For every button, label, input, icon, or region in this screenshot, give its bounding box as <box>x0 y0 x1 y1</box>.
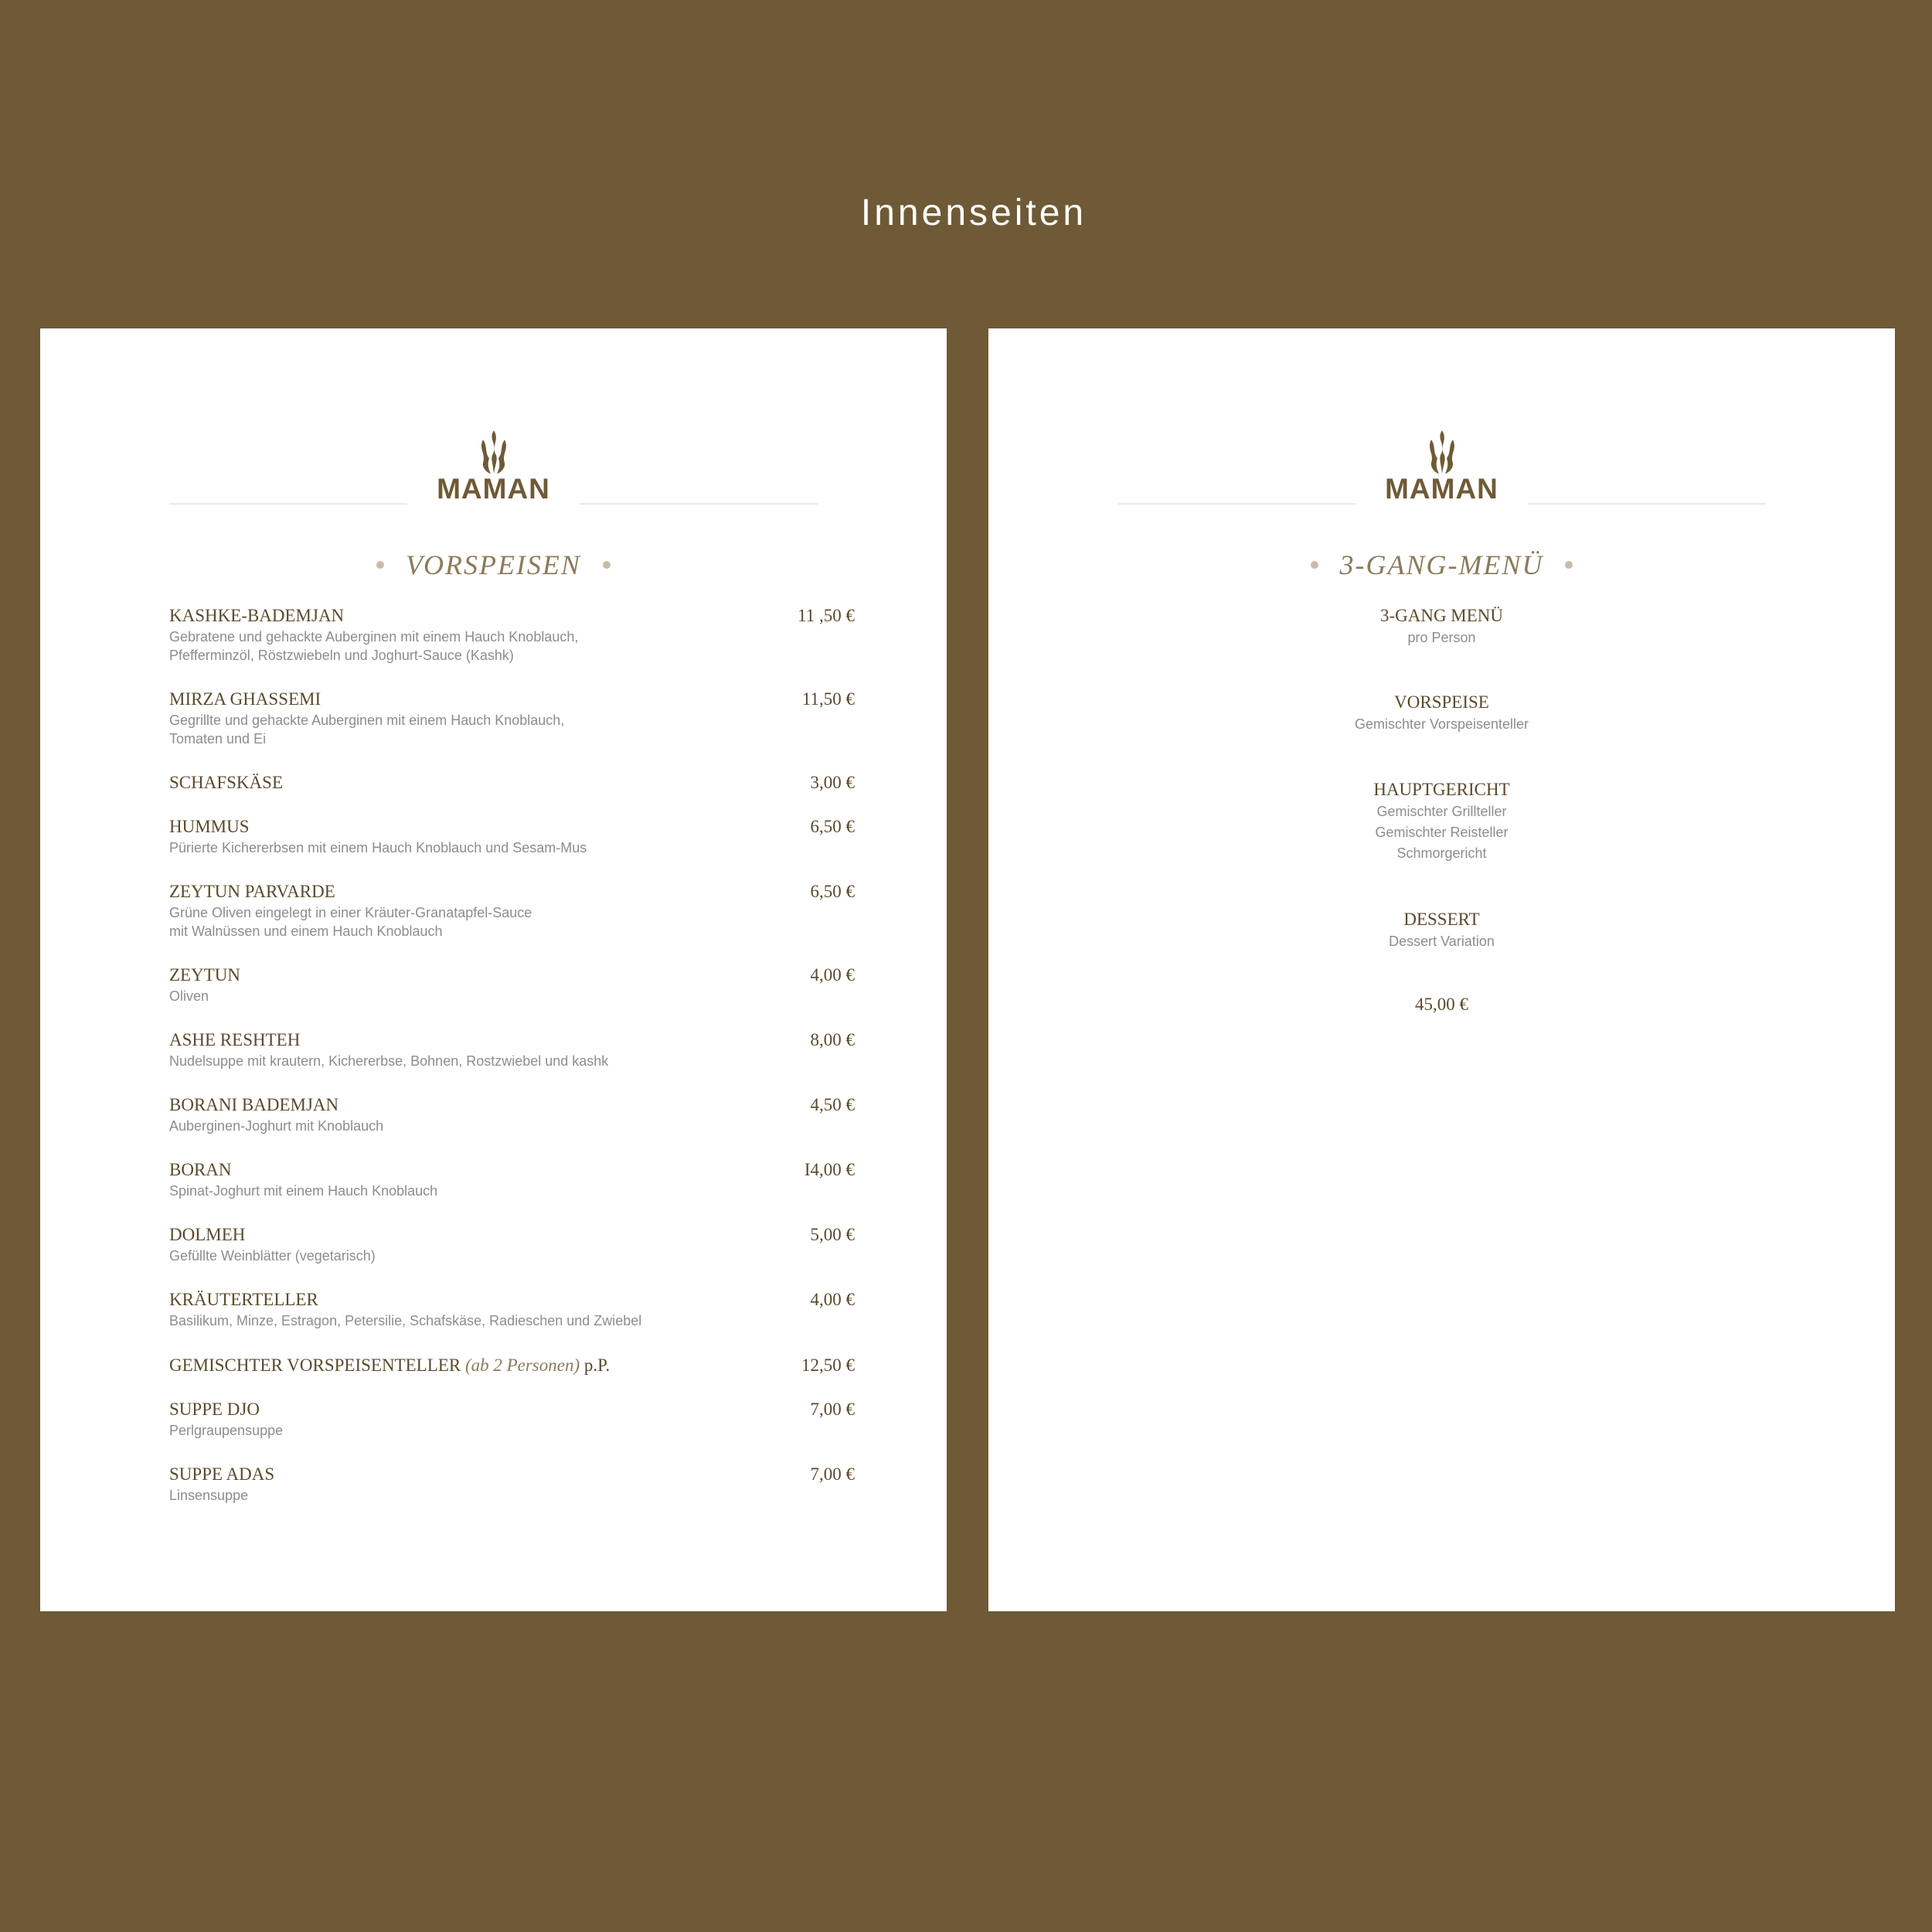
menu-item <box>169 771 855 794</box>
menu-item-description: Nudelsuppe mit krautern, Kichererbse, Bohnen, Rostzwiebel und kashk <box>169 1053 609 1069</box>
menu-item-description: Basilikum, Minze, Estragon, Petersilie, Schafskäse, Radieschen und Zwiebel <box>169 1313 642 1328</box>
bullet-dot <box>1565 561 1573 569</box>
menu-item-description: mit Walnüssen und einem Hauch Knoblauch <box>169 923 443 939</box>
menu-item-price: 7,00 € <box>810 1400 855 1419</box>
menu-item <box>169 815 855 857</box>
menu-item-price: 4,50 € <box>810 1095 855 1114</box>
menu-item <box>169 688 855 748</box>
menu-item-name: KRÄUTERTELLER <box>169 1290 318 1309</box>
menu-item-description: Tomaten und Ei <box>169 731 267 747</box>
menu-item-description: Grüne Oliven eingelegt in einer Kräuter-Granatapfel-Sauce <box>169 905 532 920</box>
section-title: VORSPEISEN <box>40 549 947 581</box>
menu-item-price: I4,00 € <box>804 1160 855 1179</box>
menu-item <box>169 1288 855 1330</box>
menu-item <box>169 964 855 1005</box>
menu-item-name: MIRZA GHASSEMI <box>169 689 321 709</box>
menu-item-note: (ab 2 Personen) <box>464 1355 580 1375</box>
menu-item-name: ASHE RESHTEH <box>169 1030 301 1049</box>
menu-page-vorspeisen <box>40 328 947 1611</box>
divider-line <box>1528 503 1766 505</box>
course-description: Gemischter Reisteller <box>1375 825 1509 840</box>
menu-item-description: Auberginen-Joghurt mit Knoblauch <box>169 1118 384 1134</box>
menu-item <box>169 1463 855 1505</box>
brand-name: MAMAN <box>1385 473 1498 505</box>
bullet-dot <box>603 561 611 569</box>
menu-item-price: 4,00 € <box>810 1290 855 1309</box>
menu-item-price: 3,00 € <box>810 773 855 792</box>
menu-item <box>169 1223 855 1265</box>
menu-item <box>169 1354 855 1377</box>
menu-item-price: 12,50 € <box>801 1355 855 1375</box>
menu-item-name: ZEYTUN PARVARDE <box>169 882 335 901</box>
menu-item-price: 4,00 € <box>810 965 855 985</box>
course <box>988 908 1895 952</box>
menu-item-price: 6,50 € <box>810 817 855 836</box>
course <box>988 691 1895 735</box>
menu-item-name: KASHKE-BADEMJAN <box>169 606 345 625</box>
menu-item-description: Perlgraupensuppe <box>169 1423 284 1438</box>
menu-item-description: Spinat-Joghurt mit einem Hauch Knoblauch <box>169 1183 438 1199</box>
flame-leaves-icon <box>1420 429 1464 475</box>
menu-item-price: 7,00 € <box>810 1464 855 1484</box>
menu-item-description: Oliven <box>169 988 209 1004</box>
menu-item-description: Linsensuppe <box>169 1488 249 1503</box>
menu-page-3-gang <box>988 328 1895 1611</box>
brand-logo <box>1384 429 1500 505</box>
menu-item-description: Pürierte Kichererbsen mit einem Hauch Knoblauch und Sesam-Mus <box>169 840 587 855</box>
menu-item <box>169 1094 855 1135</box>
menu-item <box>169 604 855 665</box>
menu-item-description: Gebratene und gehackte Auberginen mit einem Hauch Knoblauch, <box>169 629 579 645</box>
menu-item-description: Gegrillte und gehackte Auberginen mit einem Hauch Knoblauch, <box>169 713 565 728</box>
menu-item-name: DOLMEH <box>169 1225 246 1244</box>
brand-logo <box>436 429 552 505</box>
course-description: Gemischter Vorspeisenteller <box>1354 716 1529 732</box>
course-description: Dessert Variation <box>1389 934 1495 949</box>
course-description: Schmorgericht <box>1396 845 1487 861</box>
menu-item-price: 8,00 € <box>810 1030 855 1049</box>
menu-item <box>169 880 855 940</box>
menu-item-price: 11,50 € <box>801 689 855 709</box>
bullet-dot <box>1311 561 1318 569</box>
menu-item <box>169 1398 855 1440</box>
menu-item-price: 5,00 € <box>810 1225 855 1244</box>
course <box>988 778 1895 864</box>
course-title: 3-GANG MENÜ <box>1379 606 1504 625</box>
menu-item <box>169 1158 855 1200</box>
course-title: VORSPEISE <box>1394 692 1489 712</box>
menu-item-suffix: p.P. <box>583 1355 611 1375</box>
menu-item-name: SUPPE DJO <box>169 1400 260 1419</box>
course-description: pro Person <box>1407 630 1476 645</box>
menu-item-name: GEMISCHTER VORSPEISENTELLER (ab 2 Personen) p.P. <box>169 1355 611 1375</box>
course-description: Gemischter Grillteller <box>1376 804 1507 819</box>
brand-name: MAMAN <box>437 473 550 505</box>
divider-line <box>580 503 818 505</box>
menu-item-name: SUPPE ADAS <box>169 1464 275 1484</box>
menu-item-name: BORANI BADEMJAN <box>169 1095 339 1114</box>
divider-line <box>1117 503 1355 505</box>
menu-item-name: ZEYTUN <box>169 965 240 985</box>
menu-item-name: HUMMUS <box>169 817 250 836</box>
menu-item-price: 11 ,50 € <box>798 606 855 625</box>
menu-item-description: Gefüllte Weinblätter (vegetarisch) <box>169 1248 376 1264</box>
page-heading: Innenseiten <box>860 192 1087 233</box>
menu-item <box>169 1029 855 1070</box>
menu-item-name: BORAN <box>169 1160 232 1179</box>
menu-price: 45,00 € <box>1415 995 1468 1014</box>
menu-item-description: Pfefferminzöl, Röstzwiebeln und Joghurt-Sauce (Kashk) <box>169 648 514 663</box>
course-title: DESSERT <box>1403 910 1480 929</box>
section-title: 3-GANG-MENÜ <box>988 549 1895 581</box>
menu-item-name: SCHAFSKÄSE <box>169 773 283 792</box>
flame-leaves-icon <box>472 429 515 475</box>
course <box>988 604 1895 648</box>
bullet-dot <box>376 561 384 569</box>
menu-item-price: 6,50 € <box>810 882 855 901</box>
course-title: HAUPTGERICHT <box>1373 780 1510 799</box>
divider-line <box>169 503 407 505</box>
